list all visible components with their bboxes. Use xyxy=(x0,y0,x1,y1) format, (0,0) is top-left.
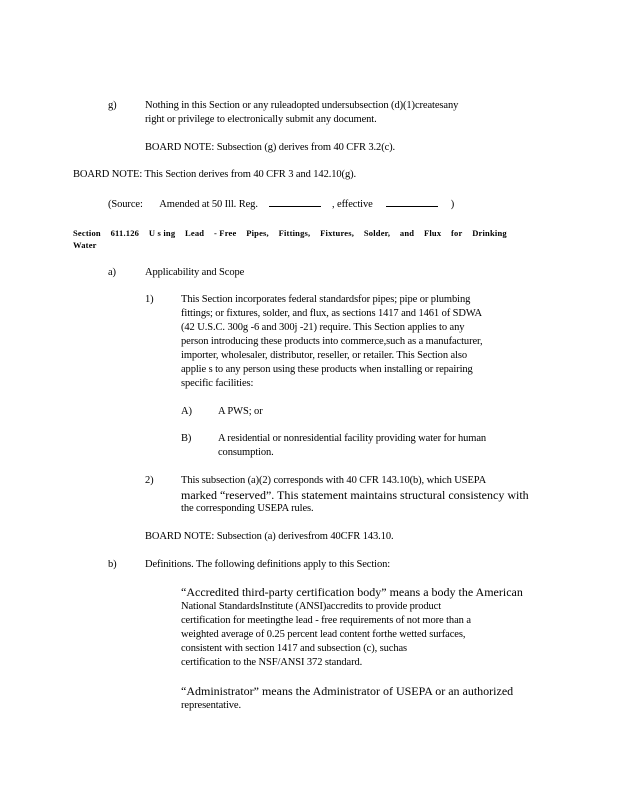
para-a1-marker: 1) xyxy=(145,294,154,305)
section-heading-line2: Water xyxy=(73,240,97,250)
def-accredited-line1: “Accredited third-party certification body” means a body the American xyxy=(181,585,523,599)
heading-word: Lead xyxy=(185,228,205,238)
para-g-line2: right or privilege to electronically submit any document. xyxy=(145,114,377,125)
board-note-section: BOARD NOTE: This Section derives from 40 CFR 3 and 142.10(g). xyxy=(73,169,357,180)
para-a1-line: specific facilities: xyxy=(181,378,254,389)
def-accredited-line4: weighted average of 0.25 percent lead content forthe wetted surfaces, xyxy=(181,629,466,640)
board-note-a: BOARD NOTE: Subsection (a) derivesfrom 40CFR 143.10. xyxy=(145,531,394,542)
para-a2-line2: marked “reserved”. This statement maintains structural consistency with xyxy=(181,488,529,502)
source-effective: , effective xyxy=(331,199,373,210)
source-amended: Amended at 50 Ill. Reg. xyxy=(159,199,258,210)
source-close: ) xyxy=(450,199,455,210)
heading-word: Flux xyxy=(423,228,442,238)
para-a1-line: fittings; or fixtures, solder, and flux, as sections 1417 and 1461 of SDWA xyxy=(181,308,483,319)
para-a1-line: This Section incorporates federal standardsfor pipes; pipe or plumbing xyxy=(181,294,471,305)
register-blank xyxy=(269,196,321,207)
para-a1B-marker: B) xyxy=(181,433,192,444)
heading-word: Solder, xyxy=(363,228,391,238)
para-a1B-line2: consumption. xyxy=(218,447,274,458)
para-a2-line1: This subsection (a)(2) corresponds with 40 CFR 143.10(b), which USEPA xyxy=(181,475,487,486)
heading-word: Pipes, xyxy=(246,228,269,238)
para-a1A-text: A PWS; or xyxy=(218,406,263,417)
section-label: Section xyxy=(73,228,101,238)
heading-word: - Free xyxy=(213,228,237,238)
def-accredited-line6: certification to the NSF/ANSI 372 standard. xyxy=(181,657,363,668)
para-b-text: Definitions. The following definitions apply to this Section: xyxy=(145,559,391,570)
para-b-marker: b) xyxy=(108,559,117,570)
para-g-line1: Nothing in this Section or any ruleadopted undersubsection (d)(1)createsany xyxy=(145,100,459,111)
effective-blank xyxy=(386,196,438,207)
para-a-heading: Applicability and Scope xyxy=(145,267,245,278)
def-accredited-line5: consistent with section 1417 and subsection (c), suchas xyxy=(181,643,408,654)
board-note-g: BOARD NOTE: Subsection (g) derives from 40 CFR 3.2(c). xyxy=(145,142,396,153)
para-a1A-marker: A) xyxy=(181,406,192,417)
def-accredited-line3: certification for meetingthe lead - free requirements of not more than a xyxy=(181,615,471,626)
para-a2-line3: the corresponding USEPA rules. xyxy=(181,503,314,514)
para-a1-line: importer, wholesaler, distributor, reseller, or retailer. This Section also xyxy=(181,350,468,361)
para-g-marker: g) xyxy=(108,100,117,111)
heading-word: Fittings, xyxy=(278,228,311,238)
source-open: (Source: xyxy=(108,199,143,210)
def-accredited-line2: National StandardsInstitute (ANSI)accredits to provide product xyxy=(181,601,442,612)
para-a-marker: a) xyxy=(108,267,116,278)
para-a1-line: applie s to any person using these products when installing or repairing xyxy=(181,364,473,375)
heading-word: Drinking xyxy=(472,228,507,238)
heading-word: for xyxy=(451,228,463,238)
para-a1-line: (42 U.S.C. 300g -6 and 300j -21) require. This Section applies to any xyxy=(181,322,465,333)
para-a1B-line1: A residential or nonresidential facility providing water for human xyxy=(218,433,487,444)
heading-word: and xyxy=(399,228,415,238)
para-a1-line: person introducing these products into commerce,such as a manufacturer, xyxy=(181,336,483,347)
def-administrator-line2: representative. xyxy=(181,700,242,711)
heading-word: U s ing xyxy=(148,228,176,238)
para-a2-marker: 2) xyxy=(145,475,154,486)
section-heading xyxy=(73,226,507,240)
def-administrator-line1: “Administrator” means the Administrator of USEPA or an authorized xyxy=(181,684,514,698)
section-number: 611.126 xyxy=(110,228,140,238)
heading-word: Fixtures, xyxy=(320,228,355,238)
source-line xyxy=(108,196,454,212)
